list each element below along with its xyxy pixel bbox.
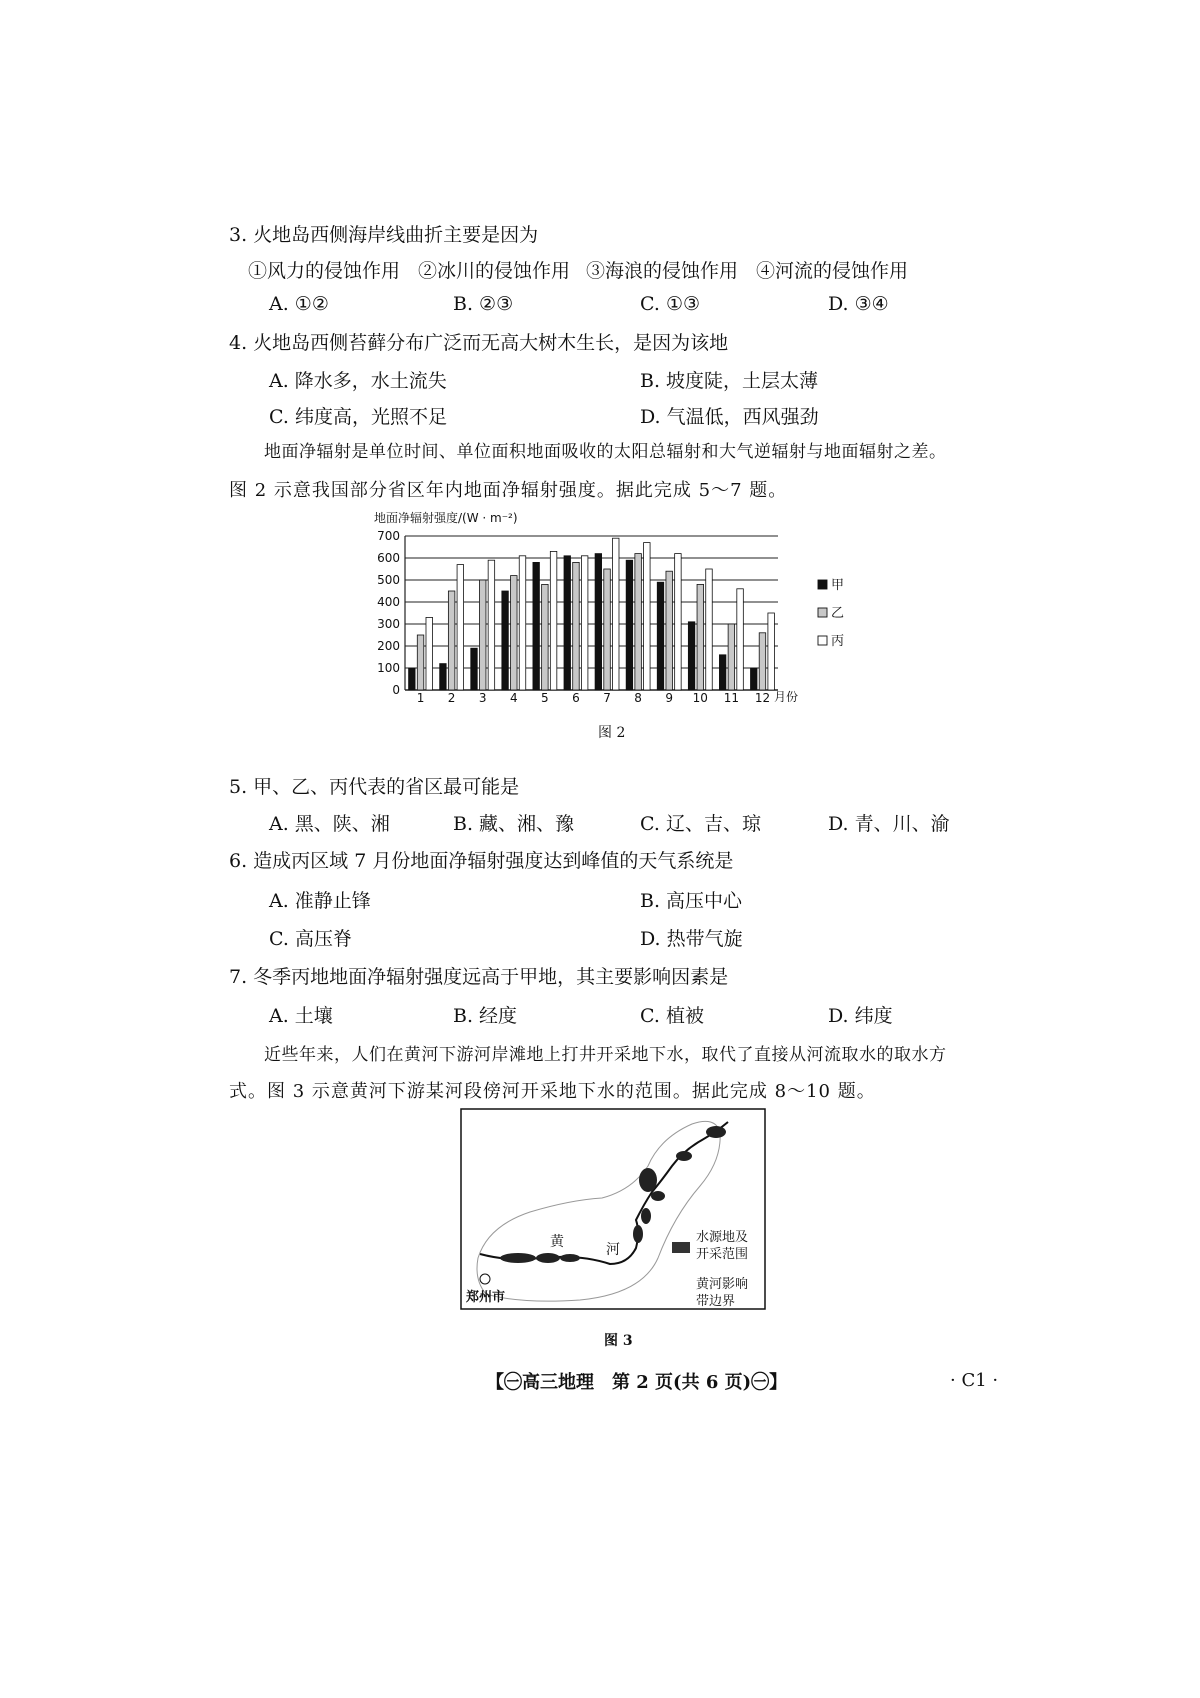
chart-xtick-label: 12: [754, 691, 771, 705]
q3-item-1: ①风力的侵蚀作用: [248, 260, 401, 282]
q5-option-a: A. 黑、陕、湘: [269, 813, 390, 835]
q3-option-c: C. ①③: [640, 293, 701, 315]
chart-bar-3-month-3: [488, 560, 495, 690]
water-source-area: [639, 1168, 657, 1192]
chart-bar-3-month-6: [581, 556, 588, 690]
chart-bar-2-month-9: [666, 571, 673, 690]
chart-bar-1-month-11: [719, 655, 726, 690]
chart-bar-1-month-6: [564, 556, 571, 690]
figure-3-caption: 图 3: [604, 1333, 633, 1349]
q5-option-b: B. 藏、湘、豫: [453, 813, 575, 835]
water-source-area: [651, 1191, 665, 1201]
q7-option-a: A. 土壤: [269, 1005, 333, 1027]
chart-bar-1-month-8: [626, 560, 633, 690]
figure-2-chart: [360, 505, 860, 705]
chart-bar-1-month-10: [688, 622, 695, 690]
q7-option-d: D. 纬度: [828, 1005, 893, 1027]
chart-legend-swatch: [818, 636, 827, 645]
chart-xtick-label: 11: [723, 691, 740, 705]
chart-bar-1-month-5: [533, 562, 540, 690]
page-code: · C1 ·: [950, 1370, 999, 1391]
q5-option-c: C. 辽、吉、琼: [640, 813, 761, 835]
chart-xtick-label: 4: [509, 691, 518, 705]
chart-xtick-label: 9: [665, 691, 674, 705]
chart-bar-1-month-1: [409, 668, 416, 690]
chart-xtick-label: 7: [603, 691, 611, 705]
q4-option-d: D. 气温低，西风强劲: [640, 406, 819, 428]
q3-stem: 3. 火地岛西侧海岸线曲折主要是因为: [229, 224, 539, 246]
q4-stem: 4. 火地岛西侧苔藓分布广泛而无高大树木生长，是因为该地: [229, 332, 729, 354]
chart-legend-label: 乙: [831, 606, 845, 621]
chart-ytick-label: 500: [377, 573, 400, 587]
q3-option-a: A. ①②: [269, 293, 329, 315]
q6-stem: 6. 造成丙区域 7 月份地面净辐射强度达到峰值的天气系统是: [229, 850, 734, 872]
water-source-area: [676, 1151, 692, 1161]
chart-bar-1-month-4: [502, 591, 509, 690]
water-source-area: [633, 1225, 643, 1243]
chart-bar-1-month-9: [657, 582, 664, 690]
legend-boundary-line2: 带边界: [696, 1294, 736, 1309]
chart-ytick-label: 600: [377, 551, 400, 565]
chart-bar-3-month-11: [737, 589, 744, 690]
figure-2-caption: 图 2: [598, 725, 626, 741]
q4-option-c: C. 纬度高，光照不足: [269, 406, 447, 428]
chart-xtick-label: 5: [541, 691, 549, 705]
legend-boundary-line1: 黄河影响: [696, 1277, 749, 1292]
chart-ytick-label: 200: [377, 639, 400, 653]
q3-item-2: ②冰川的侵蚀作用: [418, 260, 571, 282]
intro2-line1: 地面净辐射是单位时间、单位面积地面吸收的太阳总辐射和大气逆辐射与地面辐射之差。: [264, 442, 947, 462]
chart-bar-2-month-12: [759, 633, 766, 690]
q5-stem: 5. 甲、乙、丙代表的省区最可能是: [229, 776, 520, 798]
intro3-line1: 近些年来，人们在黄河下游河岸滩地上打井开采地下水，取代了直接从河流取水的取水方: [264, 1045, 947, 1065]
q4-option-b: B. 坡度陡，土层太薄: [640, 370, 819, 392]
water-source-area: [641, 1208, 651, 1224]
chart-bar-2-month-2: [448, 591, 455, 690]
chart-bar-3-month-7: [612, 538, 619, 690]
legend-water-source-line1: 水源地及: [696, 1230, 749, 1245]
figure-3-map: [460, 1108, 768, 1312]
chart-bar-3-month-1: [426, 617, 433, 690]
chart-xtick-label: 2: [447, 691, 456, 705]
q4-option-a: A. 降水多，水土流失: [269, 370, 447, 392]
chart-bar-3-month-2: [457, 565, 464, 690]
chart-bar-2-month-7: [604, 569, 611, 690]
chart-xtick-label: 1: [416, 691, 425, 705]
chart-bar-1-month-3: [471, 648, 478, 690]
river-label-he: 河: [606, 1242, 620, 1258]
chart-bar-3-month-8: [644, 543, 651, 690]
q7-option-c: C. 植被: [640, 1005, 704, 1027]
q3-option-b: B. ②③: [453, 293, 514, 315]
chart-bar-3-month-10: [706, 569, 713, 690]
q6-option-b: B. 高压中心: [640, 890, 743, 912]
chart-bar-2-month-6: [573, 562, 580, 690]
water-source-area: [536, 1253, 560, 1263]
chart-bar-3-month-4: [519, 556, 526, 690]
chart-bar-1-month-7: [595, 554, 602, 690]
chart-xtick-label: 3: [478, 691, 487, 705]
q7-stem: 7. 冬季丙地地面净辐射强度远高于甲地，其主要影响因素是: [229, 966, 729, 988]
legend-water-source-line2: 开采范围: [696, 1247, 749, 1262]
chart-bar-2-month-5: [542, 584, 549, 690]
chart-xlabel: 月份: [774, 690, 799, 704]
zhengzhou-city-label: 郑州市: [466, 1290, 506, 1305]
chart-legend-label: 甲: [831, 578, 845, 593]
chart-legend-swatch: [818, 580, 827, 589]
q3-item-3: ③海浪的侵蚀作用: [586, 260, 739, 282]
chart-bar-2-month-8: [635, 554, 642, 690]
water-source-area: [500, 1253, 536, 1263]
q6-option-d: D. 热带气旋: [640, 928, 743, 950]
intro2-line2: 图 2 示意我国部分省区年内地面净辐射强度。据此完成 5～7 题。: [229, 480, 788, 501]
chart-ytick-label: 300: [377, 617, 400, 631]
chart-bar-2-month-4: [511, 576, 518, 690]
chart-bar-3-month-12: [768, 613, 775, 690]
q3-option-d: D. ③④: [828, 293, 889, 315]
chart-bar-1-month-2: [440, 664, 447, 690]
chart-xtick-label: 10: [692, 691, 708, 705]
q6-option-a: A. 准静止锋: [269, 890, 371, 912]
chart-bar-1-month-12: [751, 668, 758, 690]
chart-bar-3-month-5: [550, 551, 557, 690]
chart-bar-2-month-11: [728, 624, 735, 690]
chart-legend-label: 丙: [831, 634, 845, 649]
q3-item-4: ④河流的侵蚀作用: [756, 260, 909, 282]
river-label-huang: 黄: [550, 1234, 564, 1250]
chart-ytick-label: 700: [377, 529, 400, 543]
chart-bar-2-month-3: [479, 580, 486, 690]
chart-ytick-label: 0: [392, 683, 400, 697]
water-source-area: [560, 1254, 580, 1262]
chart-ytick-label: 100: [377, 661, 400, 675]
chart-bar-3-month-9: [675, 554, 682, 690]
chart-bar-2-month-10: [697, 584, 704, 690]
chart-ytick-label: 400: [377, 595, 400, 609]
chart-legend-swatch: [818, 608, 827, 617]
water-source-area: [706, 1126, 726, 1138]
legend-water-source-swatch: [672, 1242, 690, 1253]
page-footer: 【㊀高三地理 第 2 页(共 6 页)㊀】: [486, 1372, 788, 1393]
chart-xtick-label: 8: [634, 691, 642, 705]
intro3-line2: 式。图 3 示意黄河下游某河段傍河开采地下水的范围。据此完成 8～10 题。: [229, 1081, 876, 1102]
zhengzhou-city-marker: [480, 1274, 490, 1284]
q7-option-b: B. 经度: [453, 1005, 518, 1027]
q5-option-d: D. 青、川、渝: [828, 813, 950, 835]
chart-xtick-label: 6: [572, 691, 580, 705]
q6-option-c: C. 高压脊: [269, 928, 352, 950]
chart-ylabel: 地面净辐射强度/(W · m⁻²): [374, 511, 518, 525]
chart-bar-2-month-1: [417, 635, 424, 690]
